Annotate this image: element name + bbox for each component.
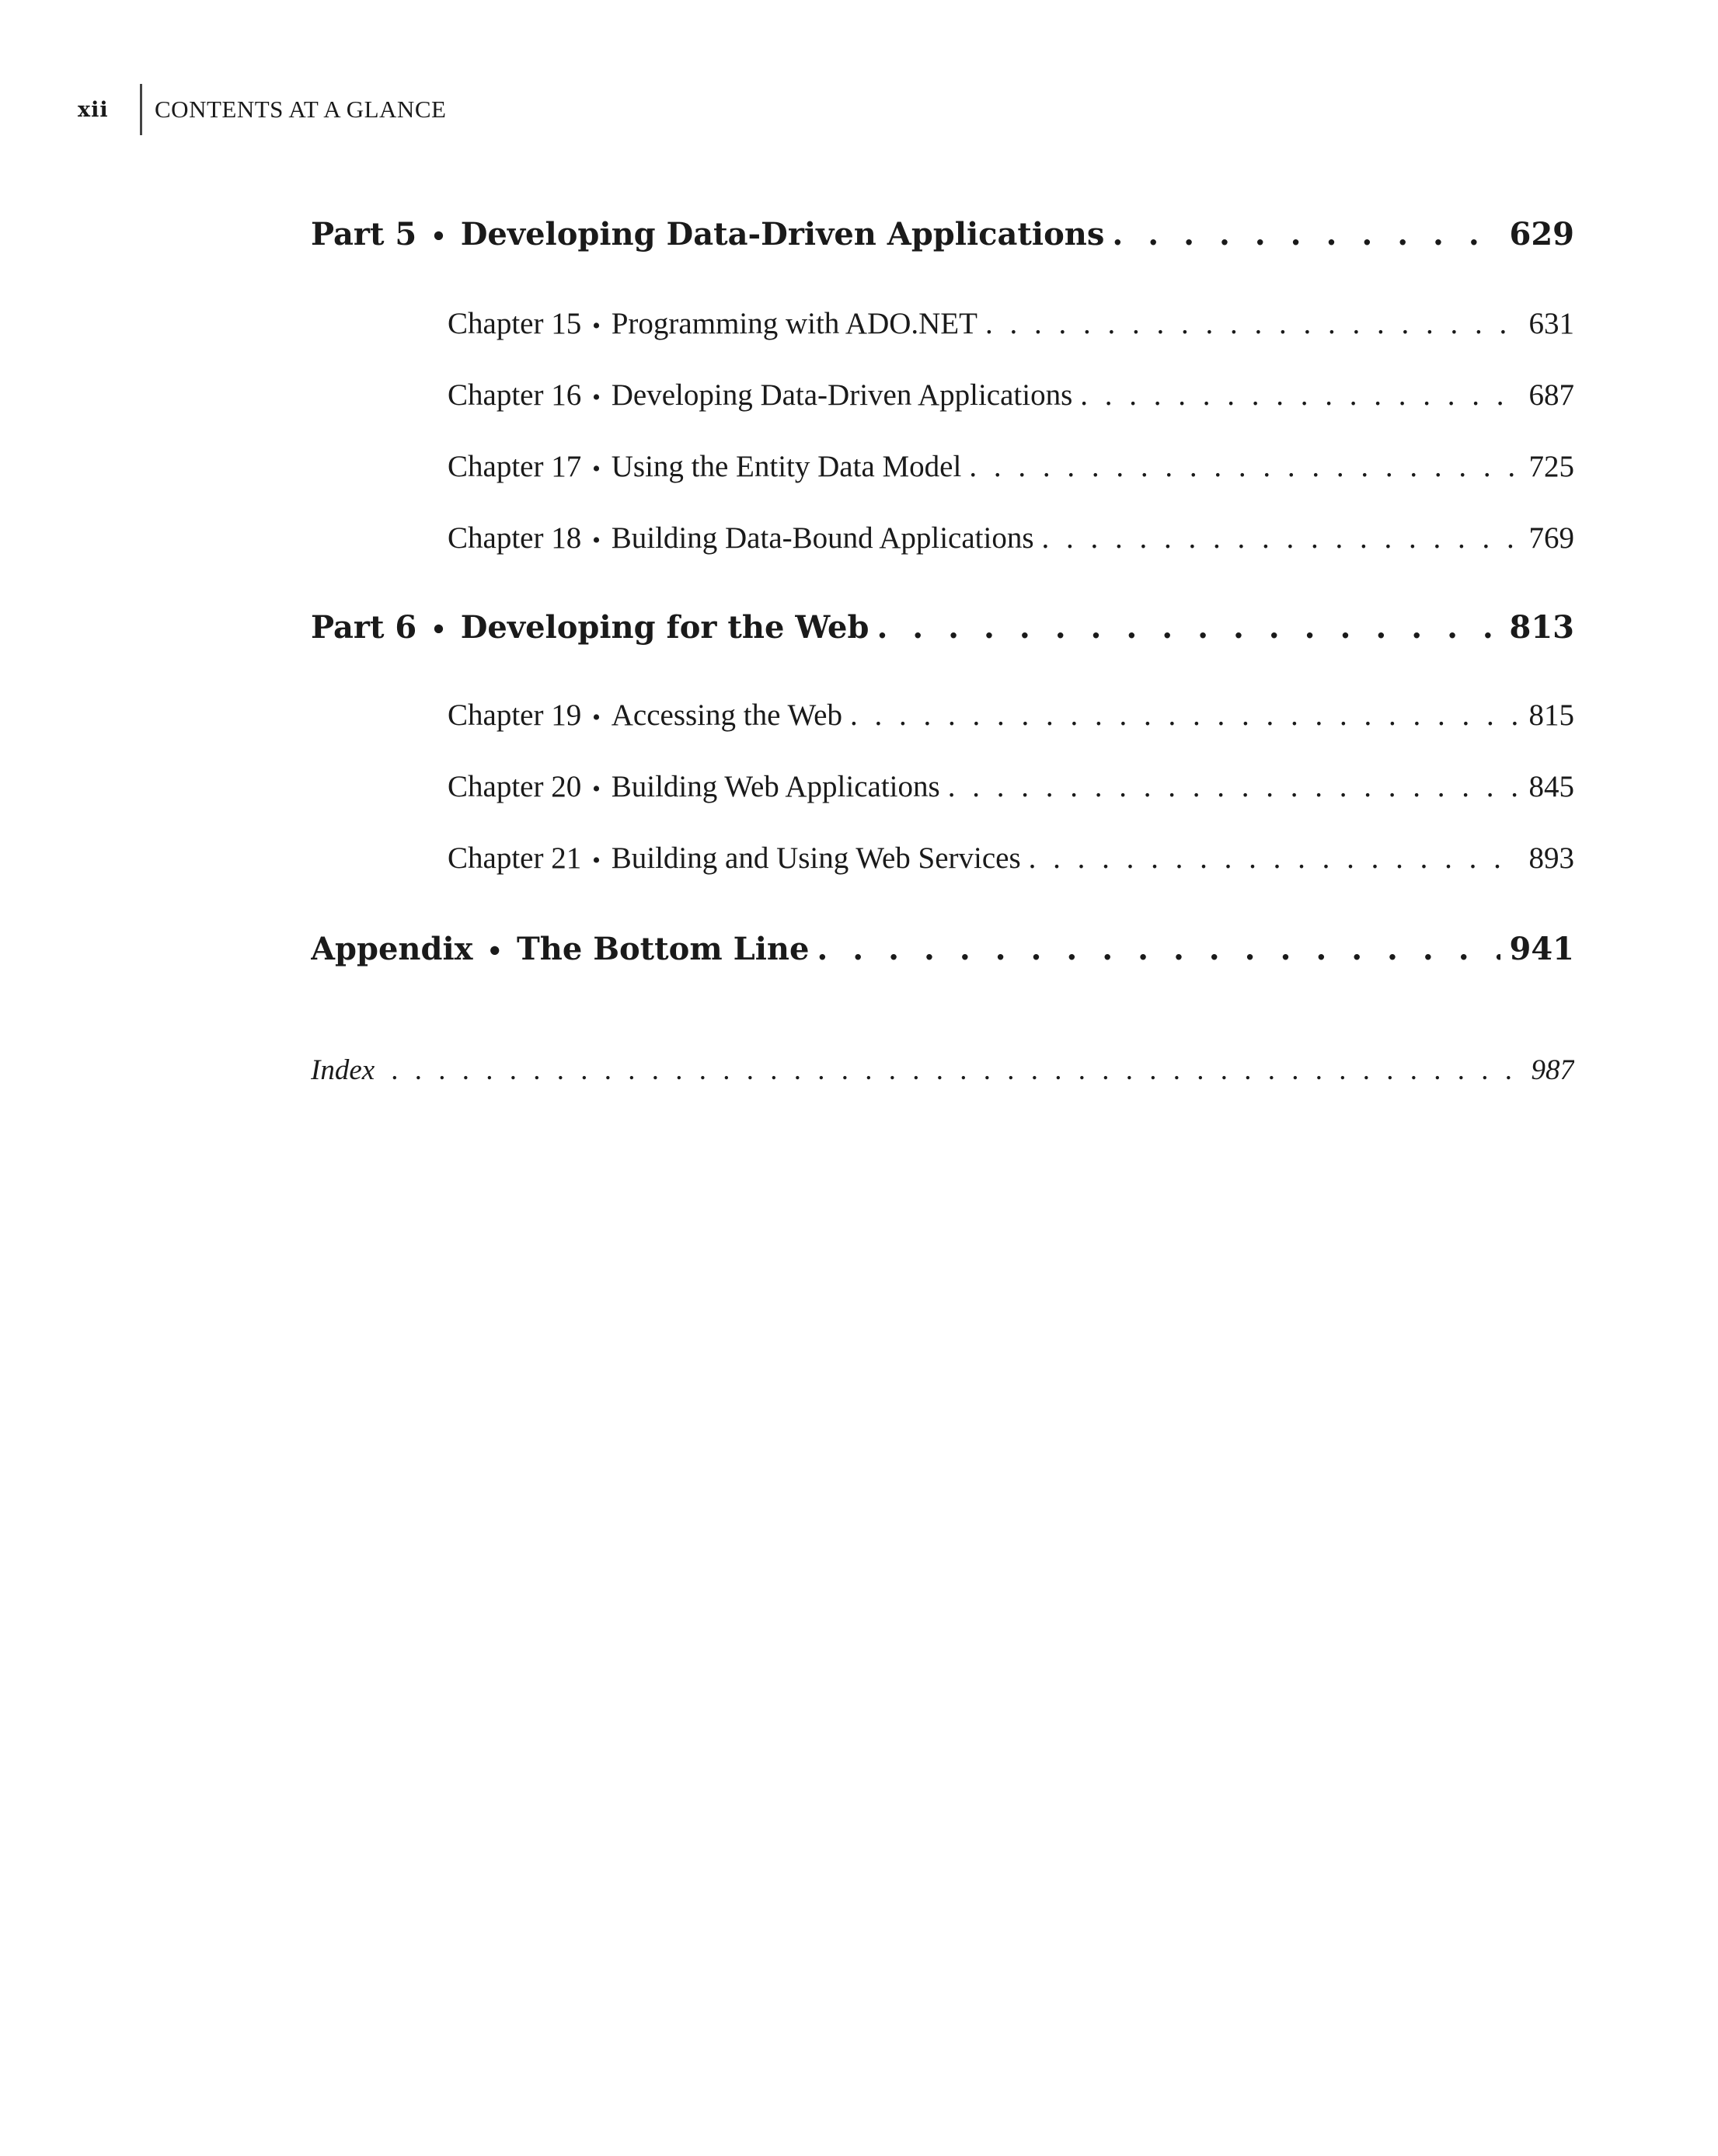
- toc-chapter-entry[interactable]: [448, 521, 1574, 556]
- dot-leader: [1112, 216, 1500, 253]
- separator-bullet: •: [592, 385, 601, 410]
- chapter-title: Building Data-Bound Applications: [611, 521, 1034, 555]
- separator-bullet: •: [486, 936, 503, 966]
- toc-chapter-entry[interactable]: [448, 769, 1574, 804]
- running-header: [78, 84, 446, 135]
- dot-leader: [1080, 378, 1519, 413]
- separator-bullet: •: [592, 705, 601, 730]
- toc-part-entry[interactable]: [311, 216, 1574, 253]
- chapter-title: Developing Data-Driven Applications: [611, 378, 1073, 412]
- dot-leader: [985, 306, 1520, 341]
- part-title: Developing Data-Driven Applications: [460, 216, 1105, 253]
- chapter-page-number: 815: [1528, 698, 1574, 732]
- chapter-page-number: 631: [1528, 307, 1574, 340]
- chapter-title: Building Web Applications: [611, 770, 940, 803]
- toc-appendix-entry[interactable]: [311, 931, 1574, 967]
- toc-chapter-entry[interactable]: [448, 306, 1574, 341]
- toc-chapter-entry[interactable]: [448, 698, 1574, 733]
- chapter-label: Chapter 16: [448, 378, 582, 412]
- dot-leader: [1042, 521, 1520, 556]
- appendix-page-number: 941: [1509, 931, 1574, 967]
- dot-leader: [876, 609, 1500, 646]
- part-page-number: 629: [1509, 216, 1574, 253]
- part-page-number: 813: [1509, 609, 1574, 646]
- chapter-label: Chapter 18: [448, 521, 582, 555]
- chapter-label: Chapter 19: [448, 698, 582, 732]
- chapter-page-number: 893: [1528, 841, 1574, 875]
- appendix-title: The Bottom Line: [516, 931, 810, 967]
- index-page-number: 987: [1531, 1054, 1574, 1086]
- chapter-title: Accessing the Web: [611, 698, 842, 732]
- chapter-title: Using the Entity Data Model: [611, 450, 962, 483]
- separator-bullet: •: [592, 528, 601, 553]
- separator-bullet: •: [430, 615, 447, 644]
- dot-leader: [817, 931, 1500, 967]
- header-divider: [140, 84, 142, 135]
- separator-bullet: •: [592, 776, 601, 802]
- separator-bullet: •: [592, 848, 601, 873]
- separator-bullet: •: [592, 313, 601, 339]
- index-label: Index: [311, 1054, 375, 1086]
- chapter-page-number: 687: [1528, 378, 1574, 412]
- appendix-label: Appendix: [311, 931, 473, 967]
- chapter-title: Building and Using Web Services: [611, 841, 1021, 875]
- page-folio: xii: [78, 97, 109, 122]
- chapter-label: Chapter 21: [448, 841, 582, 875]
- chapter-label: Chapter 17: [448, 450, 582, 483]
- chapter-page-number: 845: [1528, 770, 1574, 803]
- dot-leader: [948, 769, 1520, 804]
- dot-leader: [969, 449, 1519, 484]
- part-title: Developing for the Web: [460, 609, 869, 646]
- dot-leader: [850, 698, 1520, 733]
- toc-chapter-entry[interactable]: [448, 449, 1574, 484]
- chapter-page-number: 725: [1528, 450, 1574, 483]
- chapter-label: Chapter 20: [448, 770, 582, 803]
- dot-leader: [392, 1054, 1521, 1087]
- dot-leader: [1029, 841, 1520, 876]
- toc-chapter-entry[interactable]: [448, 841, 1574, 876]
- separator-bullet: •: [430, 221, 447, 251]
- part-label: Part 6: [311, 609, 417, 646]
- toc-index-entry[interactable]: [311, 1054, 1574, 1087]
- separator-bullet: •: [592, 456, 601, 482]
- running-title: CONTENTS AT A GLANCE: [155, 96, 447, 123]
- part-label: Part 5: [311, 216, 417, 253]
- toc-chapter-entry[interactable]: [448, 378, 1574, 413]
- chapter-page-number: 769: [1528, 521, 1574, 555]
- toc-part-entry[interactable]: [311, 609, 1574, 646]
- chapter-title: Programming with ADO.NET: [611, 307, 977, 340]
- chapter-label: Chapter 15: [448, 307, 582, 340]
